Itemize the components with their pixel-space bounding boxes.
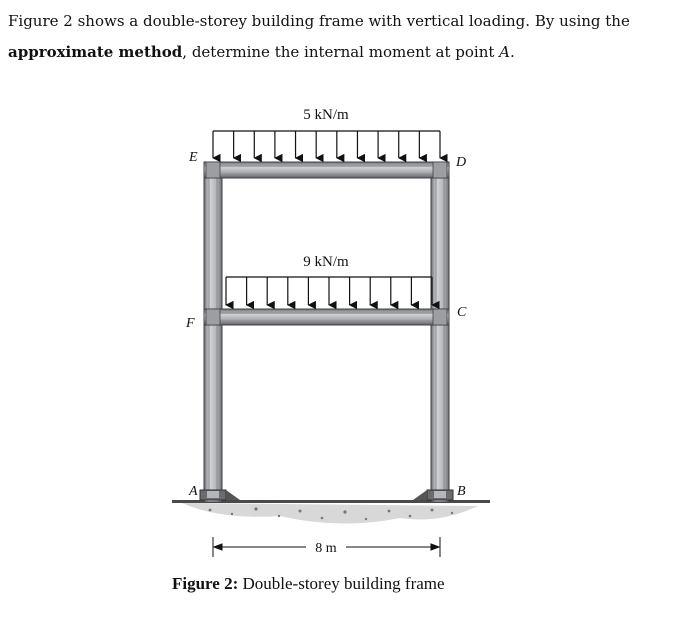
base-plate-left	[200, 490, 240, 500]
point-label-b: B	[457, 484, 466, 499]
ground	[172, 500, 490, 524]
point-label-f: F	[186, 316, 195, 331]
span-label: 8 m	[315, 541, 337, 556]
top-load-label: 5 kN/m	[303, 107, 349, 123]
point-label-e: E	[189, 150, 198, 165]
problem-line-1: Figure 2 shows a double-storey building frame with vertical loading. By using the	[8, 12, 630, 30]
base-plate-right	[413, 490, 453, 500]
approximate-method-term: approximate method	[8, 43, 183, 61]
figure-caption	[172, 574, 445, 594]
beam-floor	[204, 309, 449, 325]
beam-roof	[204, 162, 449, 178]
problem-point-a: A	[499, 43, 511, 61]
point-label-a: A	[189, 484, 198, 499]
caption-label: Figure 2:	[172, 574, 239, 593]
caption-text: Double-storey building frame	[242, 574, 445, 593]
top-distributed-load	[213, 131, 440, 158]
column-left	[204, 170, 222, 502]
mid-load-label: 9 kN/m	[303, 254, 349, 270]
problem-end: .	[510, 43, 515, 61]
point-label-d: D	[456, 155, 467, 170]
problem-line-2-text: , determine the internal moment at point	[182, 43, 500, 61]
mid-distributed-load	[226, 277, 432, 305]
point-label-c: C	[457, 305, 467, 320]
column-right	[431, 170, 449, 502]
